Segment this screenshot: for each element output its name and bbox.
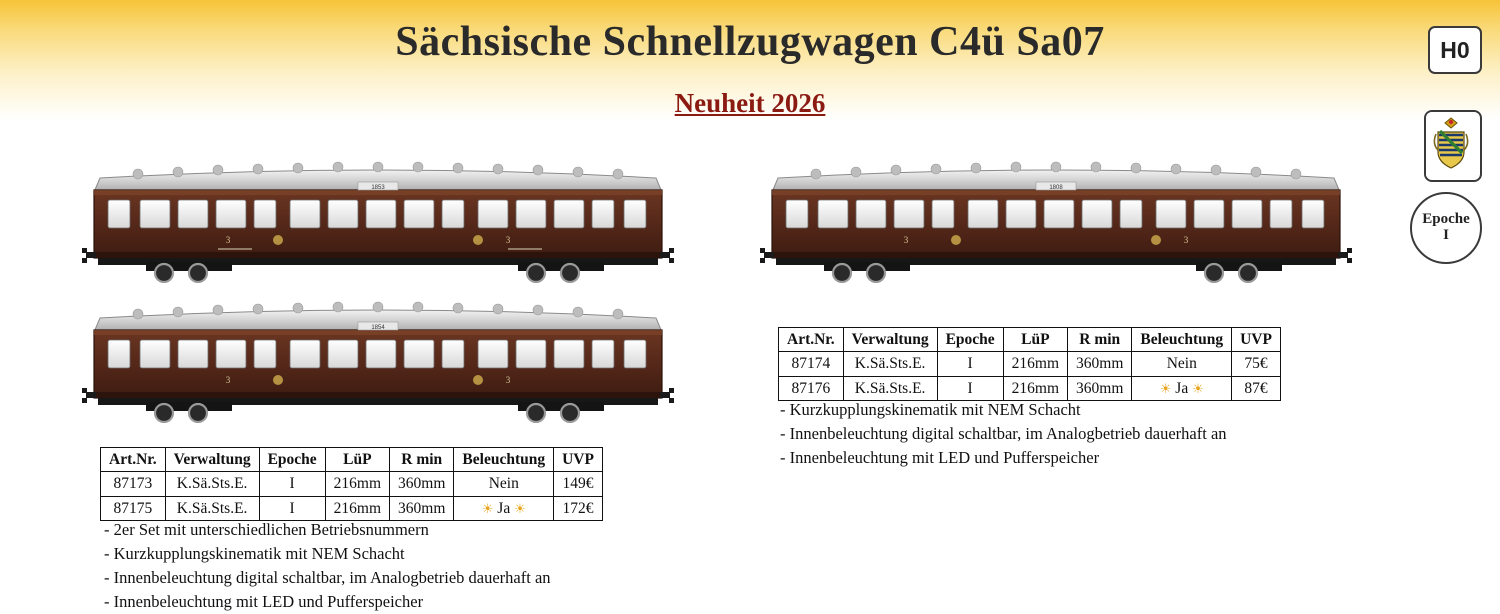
cell-beleuchtung [1132,376,1232,400]
lamp-icon: ☀ [514,500,526,516]
col-rmin: R min [1068,328,1132,352]
svg-text:1808: 1808 [1049,185,1063,191]
cell-epoche: I [937,376,1003,400]
cell-verwaltung: K.Sä.Sts.E. [165,496,259,520]
svg-text:1853: 1853 [371,185,385,191]
coach-image-left-bottom [78,288,678,423]
cell-uvp: 87€ [1232,376,1281,400]
cell-beleuchtung [454,496,554,520]
list-item: - Innenbeleuchtung mit LED und Pufferspeicher [780,447,1100,467]
cell-rmin: 360mm [1068,352,1132,376]
cell-luep: 216mm [325,472,389,496]
cell-verwaltung: K.Sä.Sts.E. [165,472,259,496]
table-row [101,472,603,496]
cell-luep: 216mm [1003,352,1067,376]
col-uvp: UVP [1232,328,1281,352]
col-luep: LüP [325,448,389,472]
cell-uvp: 172€ [554,496,603,520]
list-item: - Kurzkupplungskinematik mit NEM Schacht [780,400,1081,419]
table-row [779,376,1281,400]
col-beleuchtung: Beleuchtung [454,448,554,472]
cell-rmin: 360mm [1068,376,1132,400]
cell-artnr: 87174 [779,352,844,376]
svg-text:3: 3 [225,375,231,385]
epoch-label: Epoche [1422,211,1470,228]
cell-epoche: I [937,352,1003,376]
epoch-number: I [1443,227,1449,243]
spec-table-right [778,327,1281,401]
cell-verwaltung: K.Sä.Sts.E. [843,352,937,376]
col-verwaltung: Verwaltung [843,328,937,352]
cell-artnr: 87175 [101,496,166,520]
table-header-row [101,448,603,472]
lamp-icon: ☀ [1192,380,1204,396]
list-item: - Innenbeleuchtung digital schaltbar, im Analogbetrieb dauerhaft an [104,567,551,587]
cell-epoche: I [259,496,325,520]
cell-uvp: 75€ [1232,352,1281,376]
col-beleuchtung: Beleuchtung [1132,328,1232,352]
cell-beleuchtung-label: Ja [1175,379,1189,397]
cell-beleuchtung: Nein [1132,352,1232,376]
col-uvp: UVP [554,448,603,472]
feature-list-right [780,398,1227,470]
svg-text:3: 3 [225,235,231,245]
cell-uvp: 149€ [554,472,603,496]
cell-luep: 216mm [325,496,389,520]
col-epoche: Epoche [259,448,325,472]
table-row [779,352,1281,376]
cell-rmin: 360mm [390,472,454,496]
col-artnr: Art.Nr. [101,448,166,472]
cell-epoche: I [259,472,325,496]
page-title: Sächsische Schnellzugwagen C4ü Sa07 [395,19,1105,65]
list-item: - Kurzkupplungskinematik mit NEM Schacht [104,543,405,563]
cell-beleuchtung-label: Ja [497,499,511,517]
page-subtitle: Neuheit 2026 [674,88,826,118]
lamp-icon: ☀ [481,500,494,516]
svg-text:3: 3 [505,375,511,385]
list-item: - Innenbeleuchtung digital schaltbar, im Analogbetrieb dauerhaft an [780,423,1227,443]
list-item: - Innenbeleuchtung mit LED und Pufferspeicher [104,591,424,611]
feature-list-left [104,518,551,614]
scale-badge: H0 [1428,26,1482,74]
col-epoche: Epoche [937,328,1003,352]
cell-rmin: 360mm [390,496,454,520]
cell-luep: 216mm [1003,376,1067,400]
svg-text:1854: 1854 [371,325,385,331]
cell-beleuchtung: Nein [454,472,554,496]
cell-artnr: 87176 [779,376,844,400]
svg-text:3: 3 [1183,235,1189,245]
saxon-coat-of-arms-icon [1424,110,1482,182]
epoch-badge [1410,192,1482,264]
table-row [101,496,603,520]
lamp-icon: ☀ [1159,380,1172,396]
col-luep: LüP [1003,328,1067,352]
coach-image-right-top [756,148,1356,283]
list-item: - 2er Set mit unterschiedlichen Betriebsnummern [104,520,429,539]
spec-table-left [100,447,603,521]
col-verwaltung: Verwaltung [165,448,259,472]
col-artnr: Art.Nr. [779,328,844,352]
cell-verwaltung: K.Sä.Sts.E. [843,376,937,400]
cell-artnr: 87173 [101,472,166,496]
table-header-row [779,328,1281,352]
col-rmin: R min [390,448,454,472]
coach-image-left-top [78,148,678,283]
svg-text:3: 3 [903,235,909,245]
svg-text:3: 3 [505,235,511,245]
